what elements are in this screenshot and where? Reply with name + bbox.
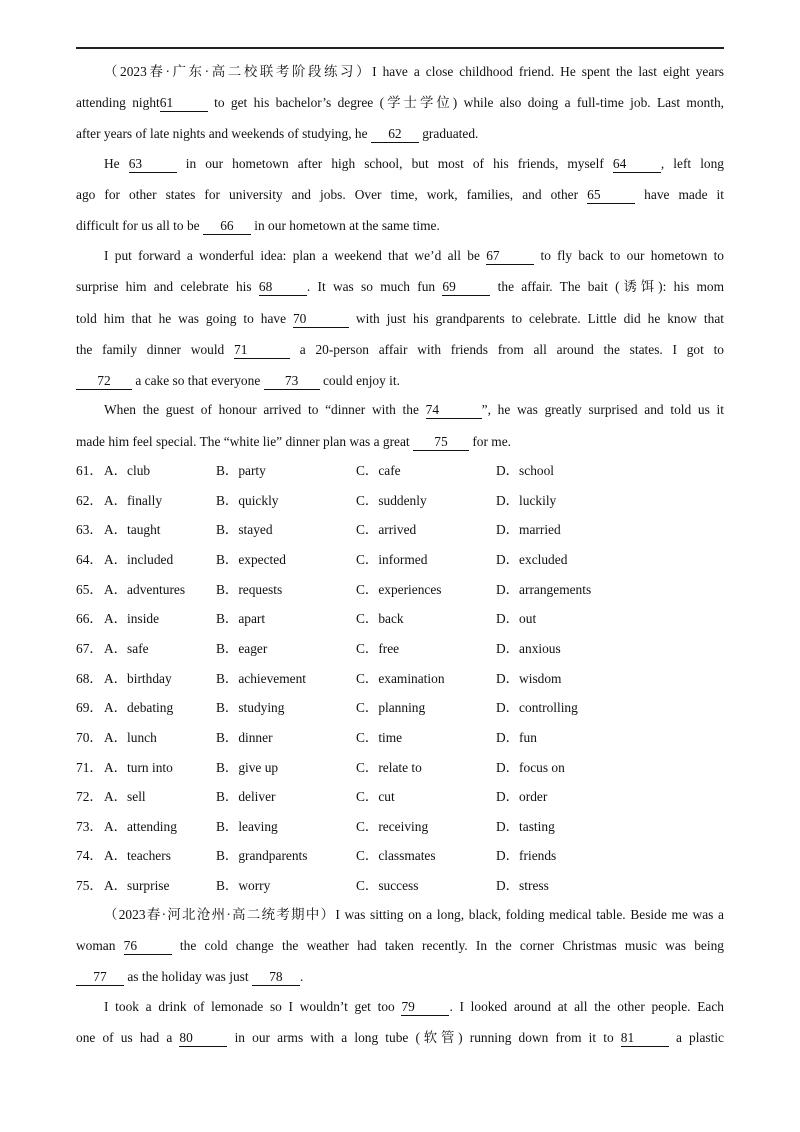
blank-67[interactable]: 67 bbox=[486, 248, 534, 265]
question-number: 75． bbox=[76, 878, 103, 893]
question-number: 74． bbox=[76, 848, 103, 863]
blank-65[interactable]: 65 bbox=[587, 187, 635, 204]
option-c[interactable]: C．examination bbox=[356, 671, 445, 686]
option-a[interactable]: A．lunch bbox=[104, 730, 157, 745]
option-a[interactable]: A．taught bbox=[104, 522, 161, 537]
blank-71[interactable]: 71 bbox=[234, 342, 290, 359]
passage1-line-2: attending night61 to get his bachelor’s degree (学士学位) while also doing a full-time job. Last month, bbox=[76, 95, 724, 110]
option-d[interactable]: D．married bbox=[496, 522, 561, 537]
question-number: 63． bbox=[76, 522, 103, 537]
blank-81[interactable]: 81 bbox=[621, 1030, 669, 1047]
option-c[interactable]: C．free bbox=[356, 641, 400, 656]
passage2-line-5: one of us had a 80 in our arms with a long tube (软管) running down from it to 81 a plastic bbox=[76, 1030, 724, 1045]
option-a[interactable]: A．included bbox=[104, 552, 174, 567]
blank-66[interactable]: 66 bbox=[203, 218, 251, 235]
option-c[interactable]: C．planning bbox=[356, 700, 426, 715]
option-a[interactable]: A．safe bbox=[104, 641, 149, 656]
question-number: 62． bbox=[76, 493, 103, 508]
option-d[interactable]: D．friends bbox=[496, 848, 557, 863]
option-b[interactable]: B．studying bbox=[216, 700, 285, 715]
option-a[interactable]: A．surprise bbox=[104, 878, 170, 893]
blank-68[interactable]: 68 bbox=[259, 279, 307, 296]
option-a[interactable]: A．club bbox=[104, 463, 151, 478]
option-a[interactable]: A．turn into bbox=[104, 760, 173, 775]
option-a[interactable]: A．adventures bbox=[104, 582, 186, 597]
option-b[interactable]: B．stayed bbox=[216, 522, 273, 537]
source-note: （2023春·河北沧州·高二统考期中） bbox=[104, 907, 336, 922]
option-b[interactable]: B．worry bbox=[216, 878, 271, 893]
blank-70[interactable]: 70 bbox=[293, 311, 349, 328]
question-number: 66． bbox=[76, 611, 103, 626]
option-b[interactable]: B．achievement bbox=[216, 671, 306, 686]
blank-73[interactable]: 73 bbox=[264, 373, 320, 390]
passage1-line-6: difficult for us all to be 66 in our hometown at the same time. bbox=[76, 218, 440, 233]
option-d[interactable]: D．luckily bbox=[496, 493, 557, 508]
option-c[interactable]: C．time bbox=[356, 730, 403, 745]
blank-64[interactable]: 64 bbox=[613, 156, 661, 173]
option-a[interactable]: A．attending bbox=[104, 819, 177, 834]
blank-74[interactable]: 74 bbox=[426, 402, 482, 419]
blank-78[interactable]: 78 bbox=[252, 969, 300, 986]
option-d[interactable]: D．arrangements bbox=[496, 582, 592, 597]
option-c[interactable]: C．cut bbox=[356, 789, 395, 804]
passage2-line-4: I took a drink of lemonade so I wouldn’t get too 79 . I looked around at all the other people. Each bbox=[104, 999, 725, 1014]
passage2-line-3: 77 as the holiday was just 78 . bbox=[76, 968, 724, 986]
option-d[interactable]: D．out bbox=[496, 611, 537, 626]
option-d[interactable]: D．school bbox=[496, 463, 555, 478]
option-b[interactable]: B．party bbox=[216, 463, 266, 478]
question-number: 65． bbox=[76, 582, 103, 597]
passage1-line-9: told him that he was going to have 70 with just his grandparents to celebrate. Little did he know that bbox=[76, 311, 724, 326]
passage1-line-8: surprise him and celebrate his 68 . It was so much fun 69 the affair. The bait (诱饵): his mom bbox=[76, 279, 724, 294]
option-a[interactable]: A．teachers bbox=[104, 848, 171, 863]
option-b[interactable]: B．give up bbox=[216, 760, 279, 775]
option-c[interactable]: C．arrived bbox=[356, 522, 417, 537]
question-number: 73． bbox=[76, 819, 103, 834]
top-rule bbox=[76, 47, 724, 49]
blank-80[interactable]: 80 bbox=[179, 1030, 227, 1047]
passage1-line-13: made him feel special. The “white lie” dinner plan was a great 75 for me. bbox=[76, 434, 512, 449]
passage1-line-10: the family dinner would 71 a 20-person affair with friends from all around the states. I got to bbox=[76, 342, 724, 357]
option-b[interactable]: B．dinner bbox=[216, 730, 273, 745]
passage1-line-4: He 63 in our hometown after high school, but most of his friends, myself 64 , left long bbox=[104, 156, 724, 171]
option-d[interactable]: D．tasting bbox=[496, 819, 555, 834]
option-a[interactable]: A．inside bbox=[104, 611, 160, 626]
blank-62[interactable]: 62 bbox=[371, 126, 419, 143]
passage1-line-12: When the guest of honour arrived to “dinner with the 74 ”, he was greatly surprised and told us it bbox=[104, 402, 724, 417]
option-d[interactable]: D．excluded bbox=[496, 552, 568, 567]
passage1-line-1: （2023春·广东·高二校联考阶段练习）I have a close childhood friend. He spent the last eight years bbox=[104, 64, 724, 79]
option-d[interactable]: D．anxious bbox=[496, 641, 561, 656]
option-c[interactable]: C．experiences bbox=[356, 582, 442, 597]
option-d[interactable]: D．fun bbox=[496, 730, 537, 745]
passage1-line-7: I put forward a wonderful idea: plan a weekend that we’d all be 67 to fly back to our hometown to bbox=[104, 248, 724, 263]
option-d[interactable]: D．stress bbox=[496, 878, 549, 893]
option-a[interactable]: A．finally bbox=[104, 493, 163, 508]
question-number: 71． bbox=[76, 760, 103, 775]
option-b[interactable]: B．requests bbox=[216, 582, 283, 597]
option-b[interactable]: B．leaving bbox=[216, 819, 278, 834]
passage1-line-11: 72 a cake so that everyone 73 could enjoy it. bbox=[76, 372, 724, 390]
blank-72[interactable]: 72 bbox=[76, 373, 132, 390]
blank-69[interactable]: 69 bbox=[442, 279, 490, 296]
blank-75[interactable]: 75 bbox=[413, 434, 469, 451]
option-b[interactable]: B．grandparents bbox=[216, 848, 308, 863]
option-d[interactable]: D．wisdom bbox=[496, 671, 562, 686]
option-b[interactable]: B．quickly bbox=[216, 493, 279, 508]
option-c[interactable]: C．classmates bbox=[356, 848, 436, 863]
blank-79[interactable]: 79 bbox=[401, 999, 449, 1016]
option-b[interactable]: B．apart bbox=[216, 611, 266, 626]
blank-77[interactable]: 77 bbox=[76, 969, 124, 986]
passage1-line-3: after years of late nights and weekends of studying, he 62 graduated. bbox=[76, 126, 479, 141]
question-number: 70． bbox=[76, 730, 103, 745]
option-c[interactable]: C．back bbox=[356, 611, 404, 626]
option-a[interactable]: A．sell bbox=[104, 789, 146, 804]
option-a[interactable]: A．birthday bbox=[104, 671, 172, 686]
question-number: 67． bbox=[76, 641, 103, 656]
blank-61[interactable]: 61 bbox=[160, 95, 208, 112]
blank-76[interactable]: 76 bbox=[124, 938, 172, 955]
source-note: （2023春·广东·高二校联考阶段练习） bbox=[104, 64, 373, 79]
option-c[interactable]: C．informed bbox=[356, 552, 428, 567]
question-number: 68． bbox=[76, 671, 103, 686]
question-number: 61． bbox=[76, 463, 103, 478]
question-number: 64． bbox=[76, 552, 103, 567]
option-d[interactable]: D．order bbox=[496, 789, 548, 804]
option-b[interactable]: B．eager bbox=[216, 641, 268, 656]
option-c[interactable]: C．success bbox=[356, 878, 419, 893]
passage1-line-5: ago for other states for university and jobs. Over time, work, families, and other 65 have made it bbox=[76, 187, 724, 202]
passage2-line-1: （2023春·河北沧州·高二统考期中）I was sitting on a long, black, folding medical table. Beside me was a bbox=[104, 907, 724, 922]
passage2-line-2: woman 76 the cold change the weather had taken recently. In the corner Christmas music was being bbox=[76, 938, 724, 953]
question-number: 72． bbox=[76, 789, 103, 804]
option-b[interactable]: B．deliver bbox=[216, 789, 276, 804]
option-a[interactable]: A．debating bbox=[104, 700, 174, 715]
option-c[interactable]: C．receiving bbox=[356, 819, 429, 834]
option-b[interactable]: B．expected bbox=[216, 552, 286, 567]
option-d[interactable]: D．focus on bbox=[496, 760, 565, 775]
option-c[interactable]: C．cafe bbox=[356, 463, 401, 478]
blank-63[interactable]: 63 bbox=[129, 156, 177, 173]
option-c[interactable]: C．relate to bbox=[356, 760, 422, 775]
option-d[interactable]: D．controlling bbox=[496, 700, 578, 715]
question-number: 69． bbox=[76, 700, 103, 715]
option-c[interactable]: C．suddenly bbox=[356, 493, 427, 508]
